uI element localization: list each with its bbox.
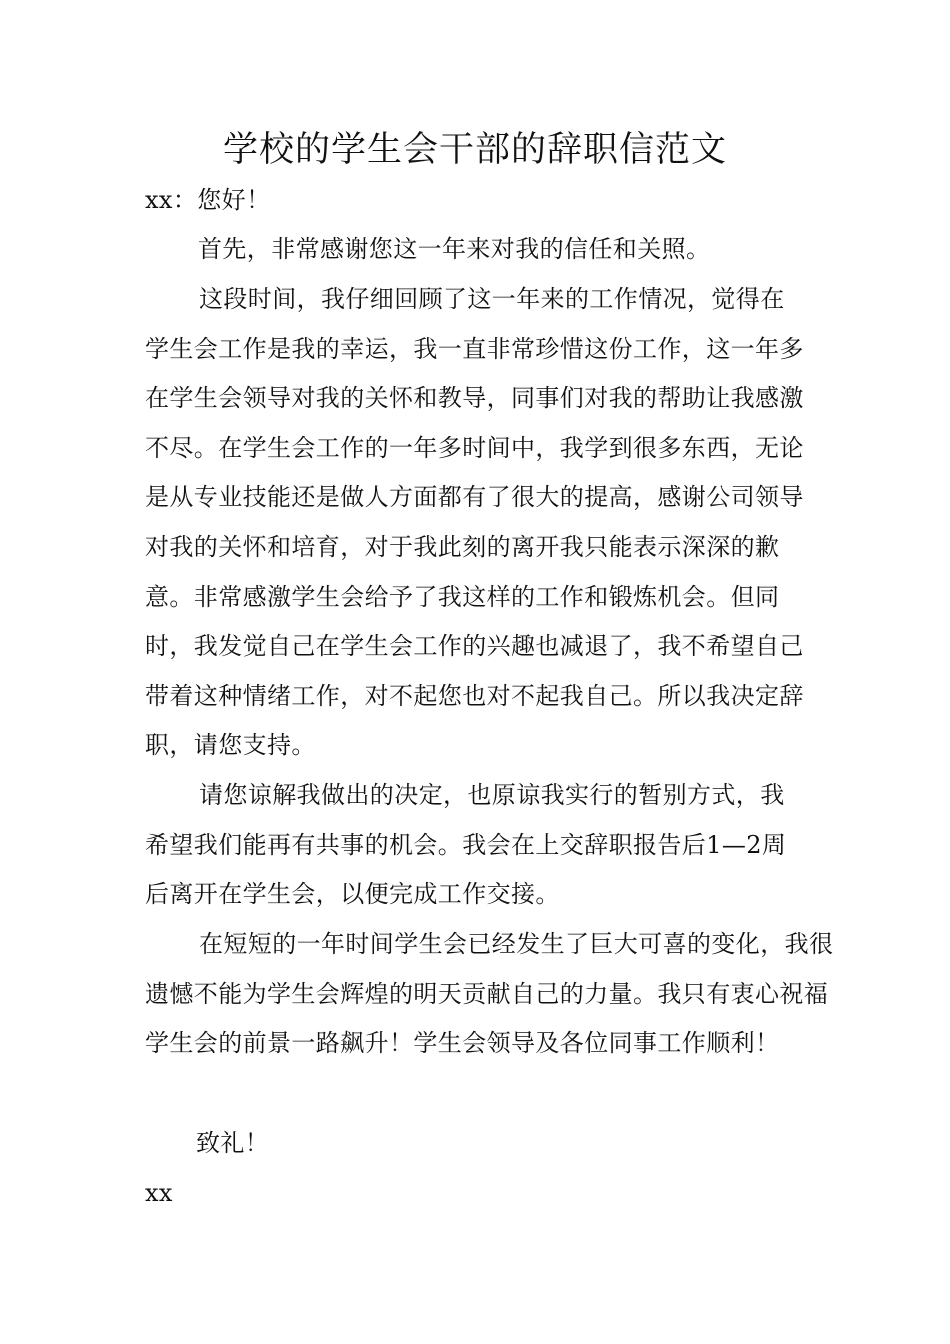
closing: 致礼！: [196, 1129, 270, 1157]
document-title: 学校的学生会干部的辞职信范文: [222, 130, 727, 170]
salutation: xx：您好！: [145, 186, 271, 214]
signature: xx: [145, 1179, 173, 1207]
paragraph-thanks: 首先，非常感谢您这一年来对我的信任和关照。: [198, 235, 711, 263]
paragraph-wishes: 在短短的一年时间学生会已经发生了巨大可喜的变化，我很遗憾不能为学生会辉煌的明天贡献自己的力量。我只有衷心祝福学生会的前景一路飙升！学生会领导及各位同事工作顺利！: [145, 930, 834, 1058]
paragraph-request: 请您谅解我做出的决定，也原谅我实行的暂别方式，我希望我们能再有共事的机会。我会在上交辞职报告后1—2周后离开在学生会，以便完成工作交接。: [145, 781, 787, 909]
paragraph-reflection: 这段时间，我仔细回顾了这一年来的工作情况，觉得在学生会工作是我的幸运，我一直非常珍惜这份工作，这一年多在学生会领导对我的关怀和教导，同事们对我的帮助让我感激不尽。在学生会工作的一年多时间中，我学到很多东西，无论是从专业技能还是做人方面都有了很大的提高，感谢公司领导对我的关怀和培育，对于我此刻的离开我只能表示深深的歉意。非常感激学生会给予了我这样的工作和锻炼机会。但同时，我发觉自己在学生会工作的兴趣也减退了，我不希望自己带着这种情绪工作，对不起您也对不起我自己。所以我决定辞职，请您支持。: [145, 285, 804, 760]
